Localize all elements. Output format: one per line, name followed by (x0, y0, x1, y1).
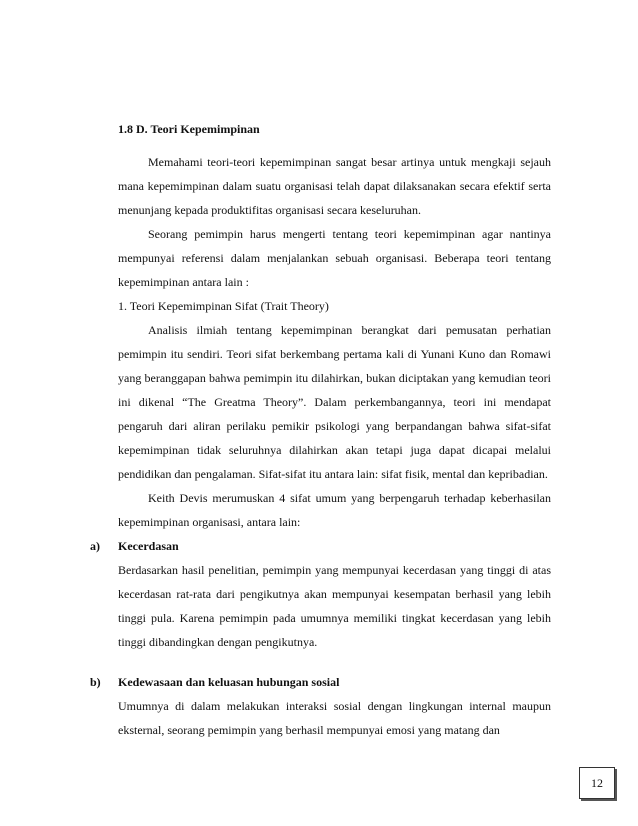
list-item-b-text: Umumnya di dalam melakukan interaksi sosial dengan lingkungan internal maupun eksternal, seorang pemimpin yang berhasil mempunyai emosi yang matang dan (118, 699, 551, 737)
list-marker-a: a) (90, 539, 100, 553)
paragraph-reference: Seorang pemimpin harus mengerti tentang teori kepemimpinan agar nantinya mempunyai referensi dalam menjalankan sebuah organisasi. Beberapa teori tentang kepemimpinan antara lain : (118, 227, 551, 289)
paragraph-keith-devis: Keith Devis merumuskan 4 sifat umum yang berpengaruh terhadap keberhasilan kepemimpinan organisasi, antara lain: (118, 491, 551, 529)
spacer (118, 654, 551, 670)
list-title-b: Kedewasaan dan keluasan hubungan sosial (118, 675, 340, 689)
subheading-trait-theory: 1. Teori Kepemimpinan Sifat (Trait Theory) (118, 299, 329, 313)
list-item-b-heading (90, 670, 551, 694)
list-item-a-heading (90, 534, 551, 558)
paragraph-intro: Memahami teori-teori kepemimpinan sangat besar artinya untuk mengkaji sejauh mana kepemimpinan dalam suatu organisasi telah dapat dilaksanakan secara efektif serta menunjang kepada produktifitas organisasi secara keseluruhan. (118, 155, 551, 217)
section-heading: 1.8 D. Teori Kepemimpinan (118, 122, 260, 136)
page-number: 12 (579, 767, 615, 799)
paragraph-trait-analysis: Analisis ilmiah tentang kepemimpinan berangkat dari pemusatan perhatian pemimpin itu sendiri. Teori sifat berkembang pertama kali di Yunani Kuno dan Romawi yang beranggapan bahwa pemimpin itu dilahirkan, bukan diciptakan yang kemudian teori ini dikenal “The Greatma Theory”. Dalam perkembangannya, teori ini mendapat pengaruh dari aliran perilaku pemikir psikologi yang berpandangan bahwa sifat-sifat kepemimpinan tidak seluruhnya dilahirkan akan tetapi juga dapat dicapai melalui pendidikan dan pengalaman. Sifat-sifat itu antara lain: sifat fisik, mental dan kepribadian. (118, 323, 551, 481)
list-title-a: Kecerdasan (118, 539, 179, 553)
body-text (90, 150, 551, 742)
list-item-a-text: Berdasarkan hasil penelitian, pemimpin yang mempunyai kecerdasan yang tinggi di atas kecerdasan rat-rata dari pengikutnya akan mempunyai kesempatan berhasil yang lebih tinggi pula. Karena pemimpin pada umumnya memiliki tingkat kecerdasan yang lebih tinggi dibandingkan dengan pengikutnya. (118, 563, 551, 649)
list-marker-b: b) (90, 675, 101, 689)
